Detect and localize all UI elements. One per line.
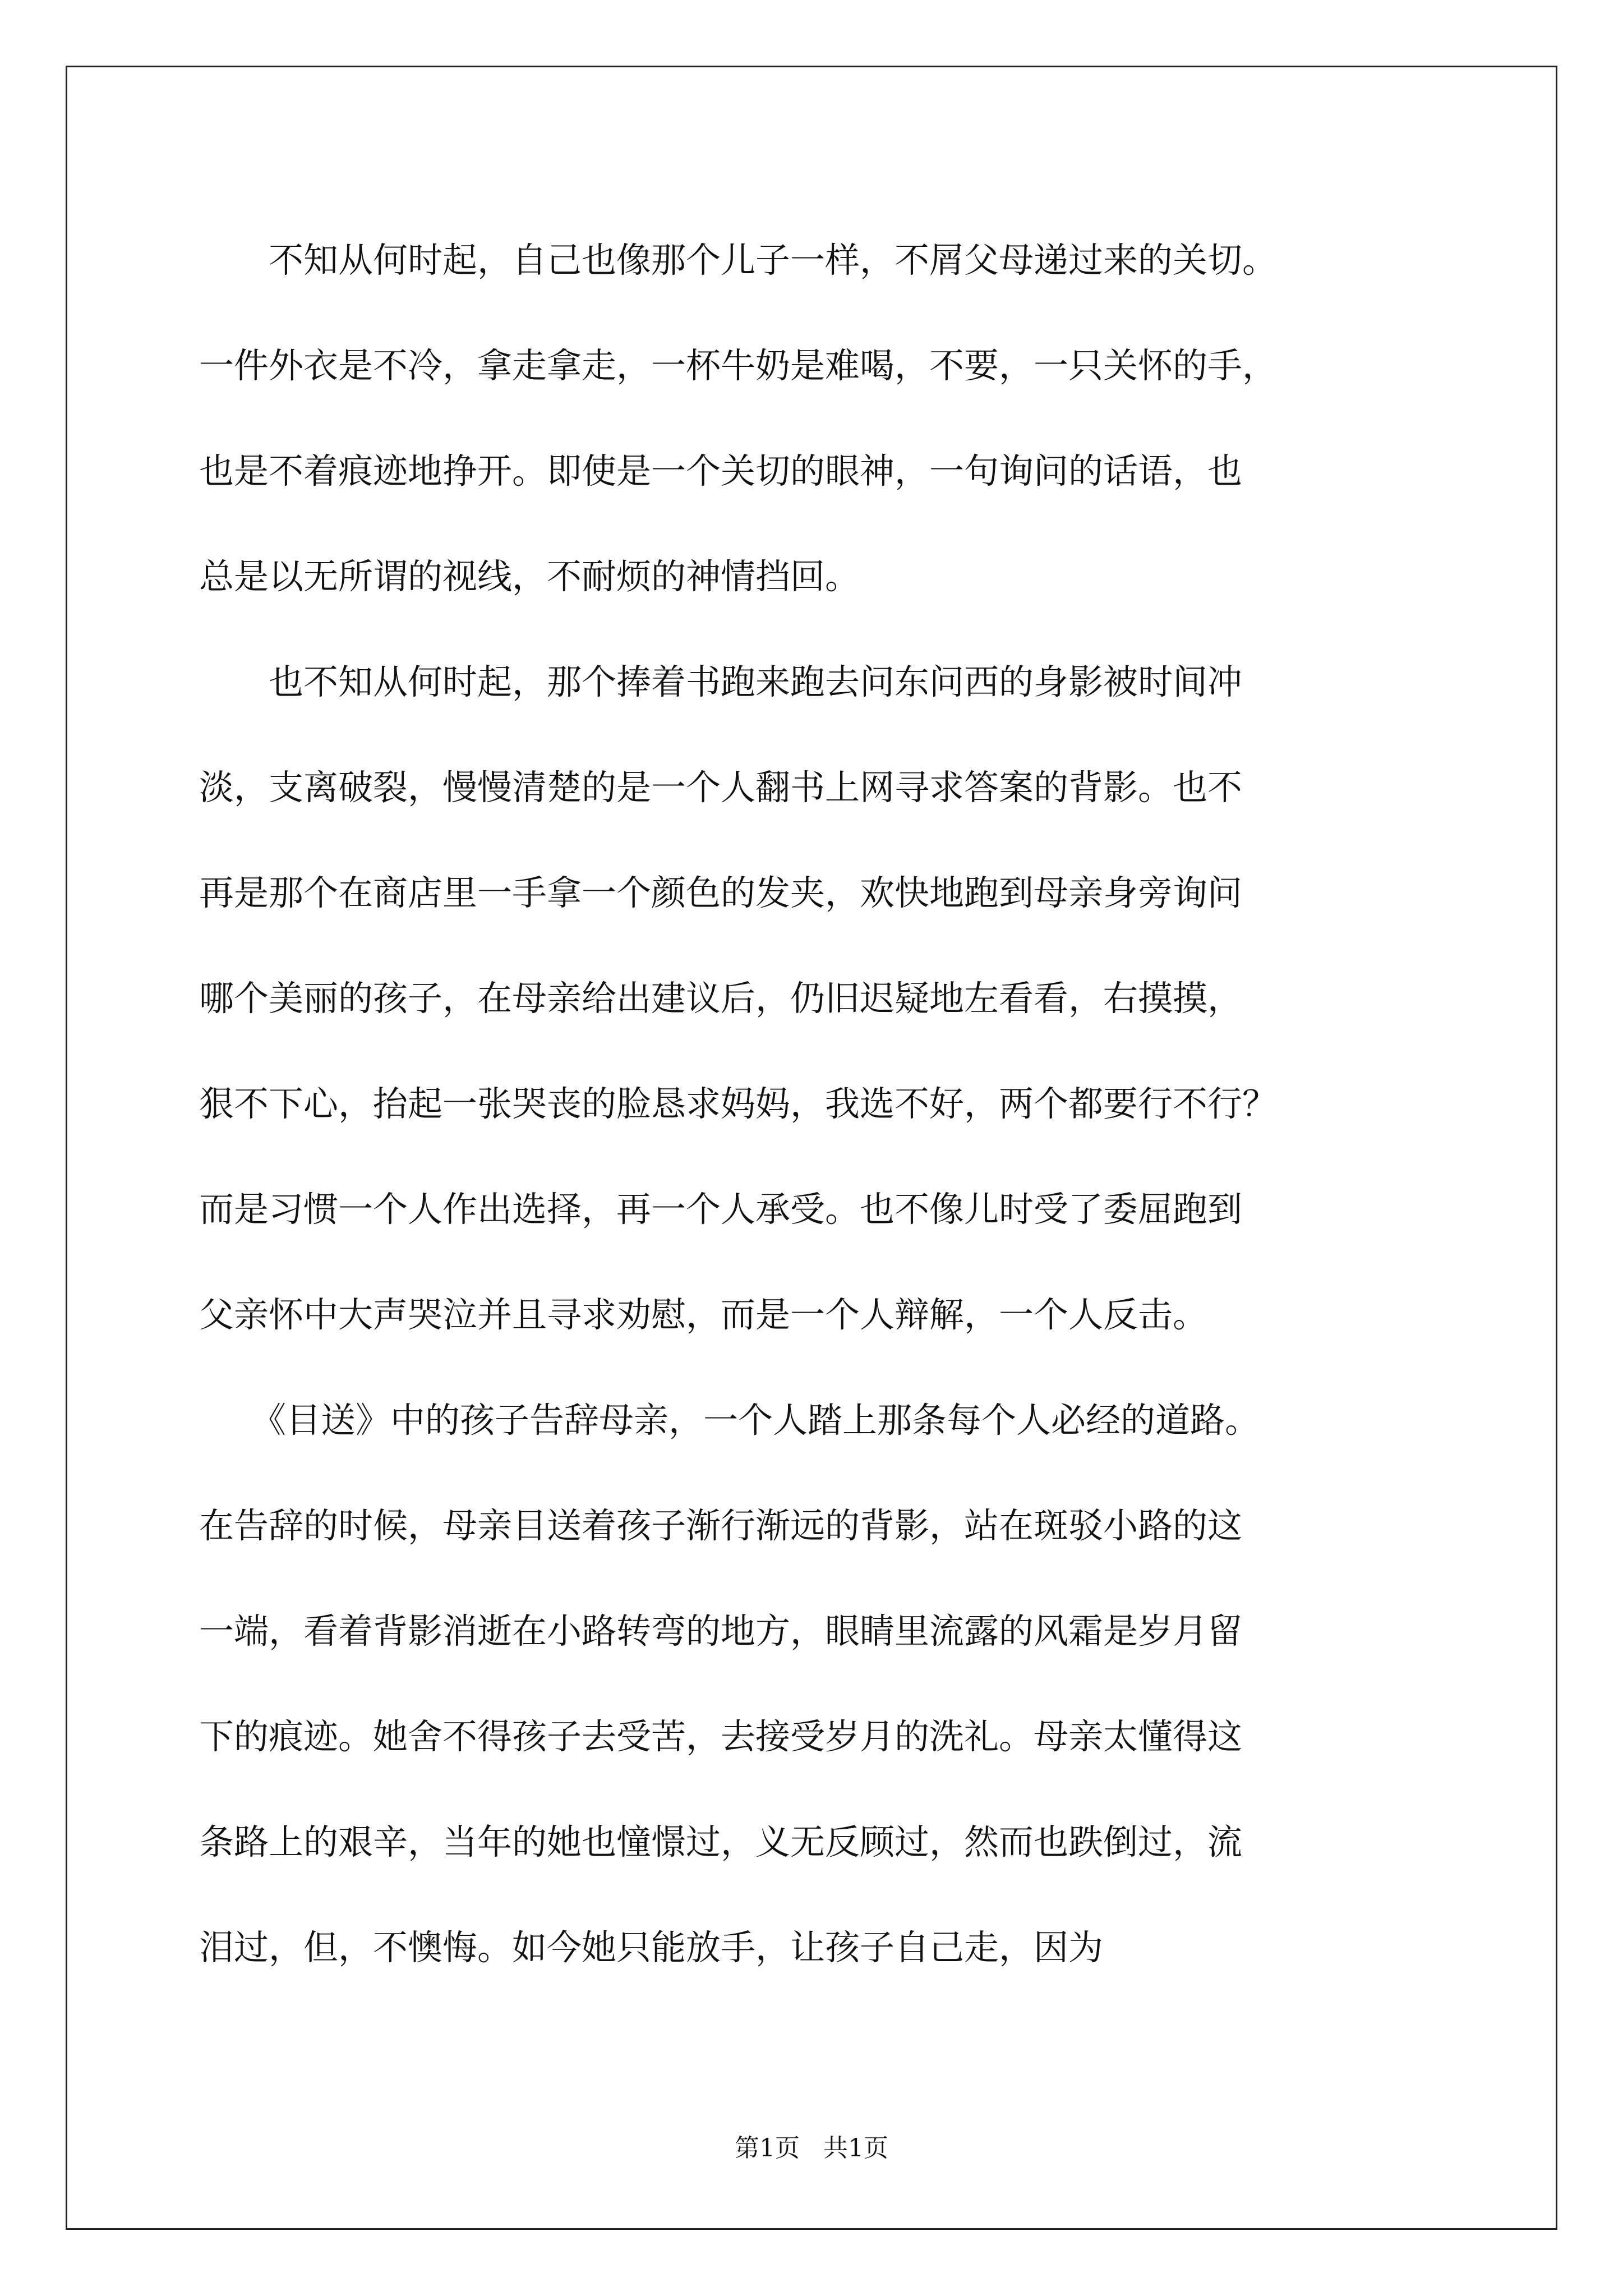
text-line: 也不知从何时起，那个捧着书跑来跑去问东问西的身影被时间冲: [199, 661, 1243, 702]
text-line: 而是习惯一个人作出选择，再一个人承受。也不像儿时受了委屈跑到: [199, 1189, 1243, 1230]
text-line: 《目送》中的孩子告辞母亲，一个人踏上那条每个人必经的道路。: [199, 1400, 1260, 1441]
text-line: 在告辞的时候，母亲目送着孩子渐行渐远的背影，站在斑驳小路的这: [199, 1505, 1243, 1546]
text-line: 父亲怀中大声哭泣并且寻求劝慰，而是一个人辩解，一个人反击。: [199, 1294, 1208, 1335]
document-body: [199, 208, 1422, 2000]
text-line: 条路上的艰辛，当年的她也憧憬过，义无反顾过，然而也跌倒过，流: [199, 1821, 1243, 1862]
text-line: 狠不下心，抬起一张哭丧的脸恳求妈妈，我选不好，两个都要行不行？: [199, 1083, 1278, 1124]
text-line: 一端，看着背影消逝在小路转弯的地方，眼睛里流露的风霜是岁月留: [199, 1611, 1243, 1651]
page-footer: 第1页 共1页: [735, 2134, 888, 2162]
text-line: 泪过，但，不懊悔。如今她只能放手，让孩子自己走，因为: [199, 1927, 1104, 1968]
text-line: 也是不着痕迹地挣开。即使是一个关切的眼神，一句询问的话语，也: [199, 450, 1243, 491]
text-line: 不知从何时起，自己也像那个儿子一样，不屑父母递过来的关切。: [199, 240, 1278, 280]
text-line: 总是以无所谓的视线，不耐烦的神情挡回。: [199, 556, 860, 597]
text-line: 一件外衣是不冷，拿走拿走，一杯牛奶是难喝，不要，一只关怀的手，: [199, 345, 1278, 386]
text-line: 再是那个在商店里一手拿一个颜色的发夹，欢快地跑到母亲身旁询问: [199, 872, 1243, 913]
text-line: 下的痕迹。她舍不得孩子去受苦，去接受岁月的洗礼。母亲太懂得这: [199, 1716, 1243, 1757]
text-line: 淡，支离破裂，慢慢清楚的是一个人翻书上网寻求答案的背影。也不: [199, 767, 1243, 808]
text-line: 哪个美丽的孩子，在母亲给出建议后，仍旧迟疑地左看看，右摸摸，: [199, 978, 1243, 1019]
